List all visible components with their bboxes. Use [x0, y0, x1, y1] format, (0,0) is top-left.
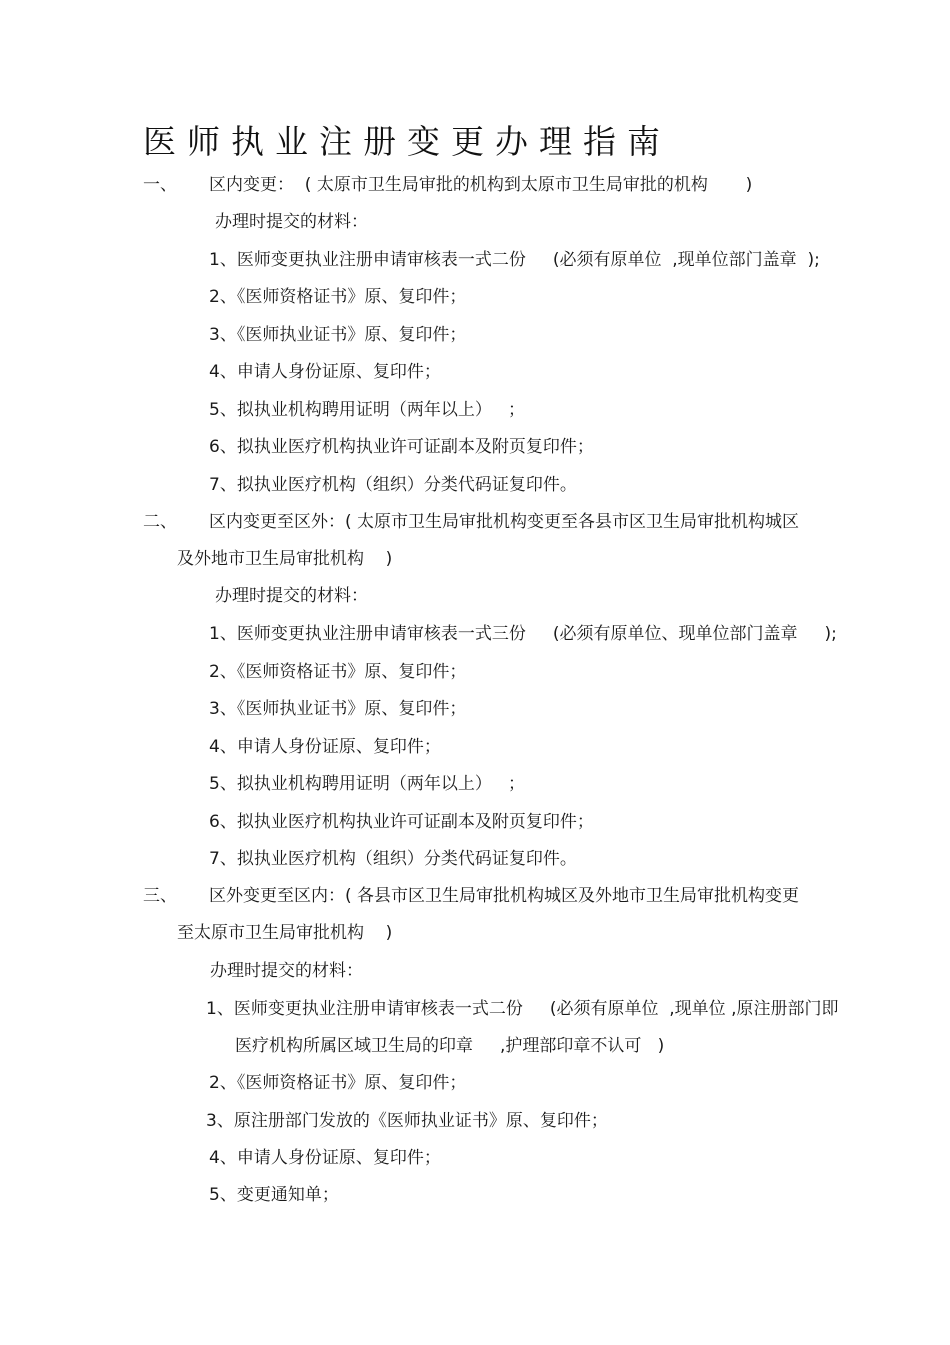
section-3-number: 三、 [143, 886, 177, 906]
section-2-item: 6、拟执业医疗机构执业许可证副本及附页复印件； [209, 812, 594, 832]
section-1-item: 5、拟执业机构聘用证明（两年以上） ； [209, 400, 526, 420]
page-title: 医师执业注册变更办理指南 [143, 122, 671, 161]
section-2-heading: 区内变更至区外：( 太原市卫生局审批机构变更至各县市区卫生局审批机构城区 [209, 512, 800, 532]
section-1-materials-label: 办理时提交的材料： [215, 212, 368, 232]
section-3-item: 3、原注册部门发放的《医师执业证书》原、复印件； [206, 1111, 608, 1131]
section-1-item: 1、医师变更执业注册申请审核表一式二份 (必须有原单位 ,现单位部门盖章 ); [209, 250, 820, 270]
section-1-item: 7、拟执业医疗机构（组织）分类代码证复印件。 [209, 475, 577, 495]
section-1-item: 6、拟执业医疗机构执业许可证副本及附页复印件； [209, 437, 594, 457]
section-2-item: 7、拟执业医疗机构（组织）分类代码证复印件。 [209, 849, 577, 869]
section-3-item: 1、医师变更执业注册申请审核表一式二份 (必须有原单位 ,现单位 ,原注册部门即 [206, 999, 839, 1019]
section-1-heading: 区内变更： ( 太原市卫生局审批的机构到太原市卫生局审批的机构 ) [209, 175, 753, 195]
section-2-item: 1、医师变更执业注册申请审核表一式三份 (必须有原单位、现单位部门盖章 ); [209, 624, 837, 644]
section-3-materials-label: 办理时提交的材料： [210, 961, 363, 981]
section-1-item: 2、《医师资格证书》原、复印件； [209, 287, 467, 307]
section-3-item: 2、《医师资格证书》原、复印件； [209, 1073, 467, 1093]
section-1-number: 一、 [143, 175, 177, 195]
section-1-item: 3、《医师执业证书》原、复印件； [209, 325, 467, 345]
section-2-item: 5、拟执业机构聘用证明（两年以上） ； [209, 774, 526, 794]
section-2-item: 4、申请人身份证原、复印件； [209, 737, 441, 757]
section-3-item-continued: 医疗机构所属区域卫生局的印章 ,护理部印章不认可 ) [235, 1036, 665, 1056]
section-2-materials-label: 办理时提交的材料： [215, 586, 368, 606]
section-3-heading: 区外变更至区内：( 各县市区卫生局审批机构城区及外地市卫生局审批机构变更 [209, 886, 800, 906]
section-2-item: 3、《医师执业证书》原、复印件； [209, 699, 467, 719]
section-2-heading-continued: 及外地市卫生局审批机构 ) [177, 549, 393, 569]
section-3-heading-continued: 至太原市卫生局审批机构 ) [177, 923, 393, 943]
section-2-item: 2、《医师资格证书》原、复印件； [209, 662, 467, 682]
section-3-item: 5、变更通知单； [209, 1185, 339, 1205]
section-1-item: 4、申请人身份证原、复印件； [209, 362, 441, 382]
section-3-item: 4、申请人身份证原、复印件； [209, 1148, 441, 1168]
section-2-number: 二、 [143, 512, 177, 532]
